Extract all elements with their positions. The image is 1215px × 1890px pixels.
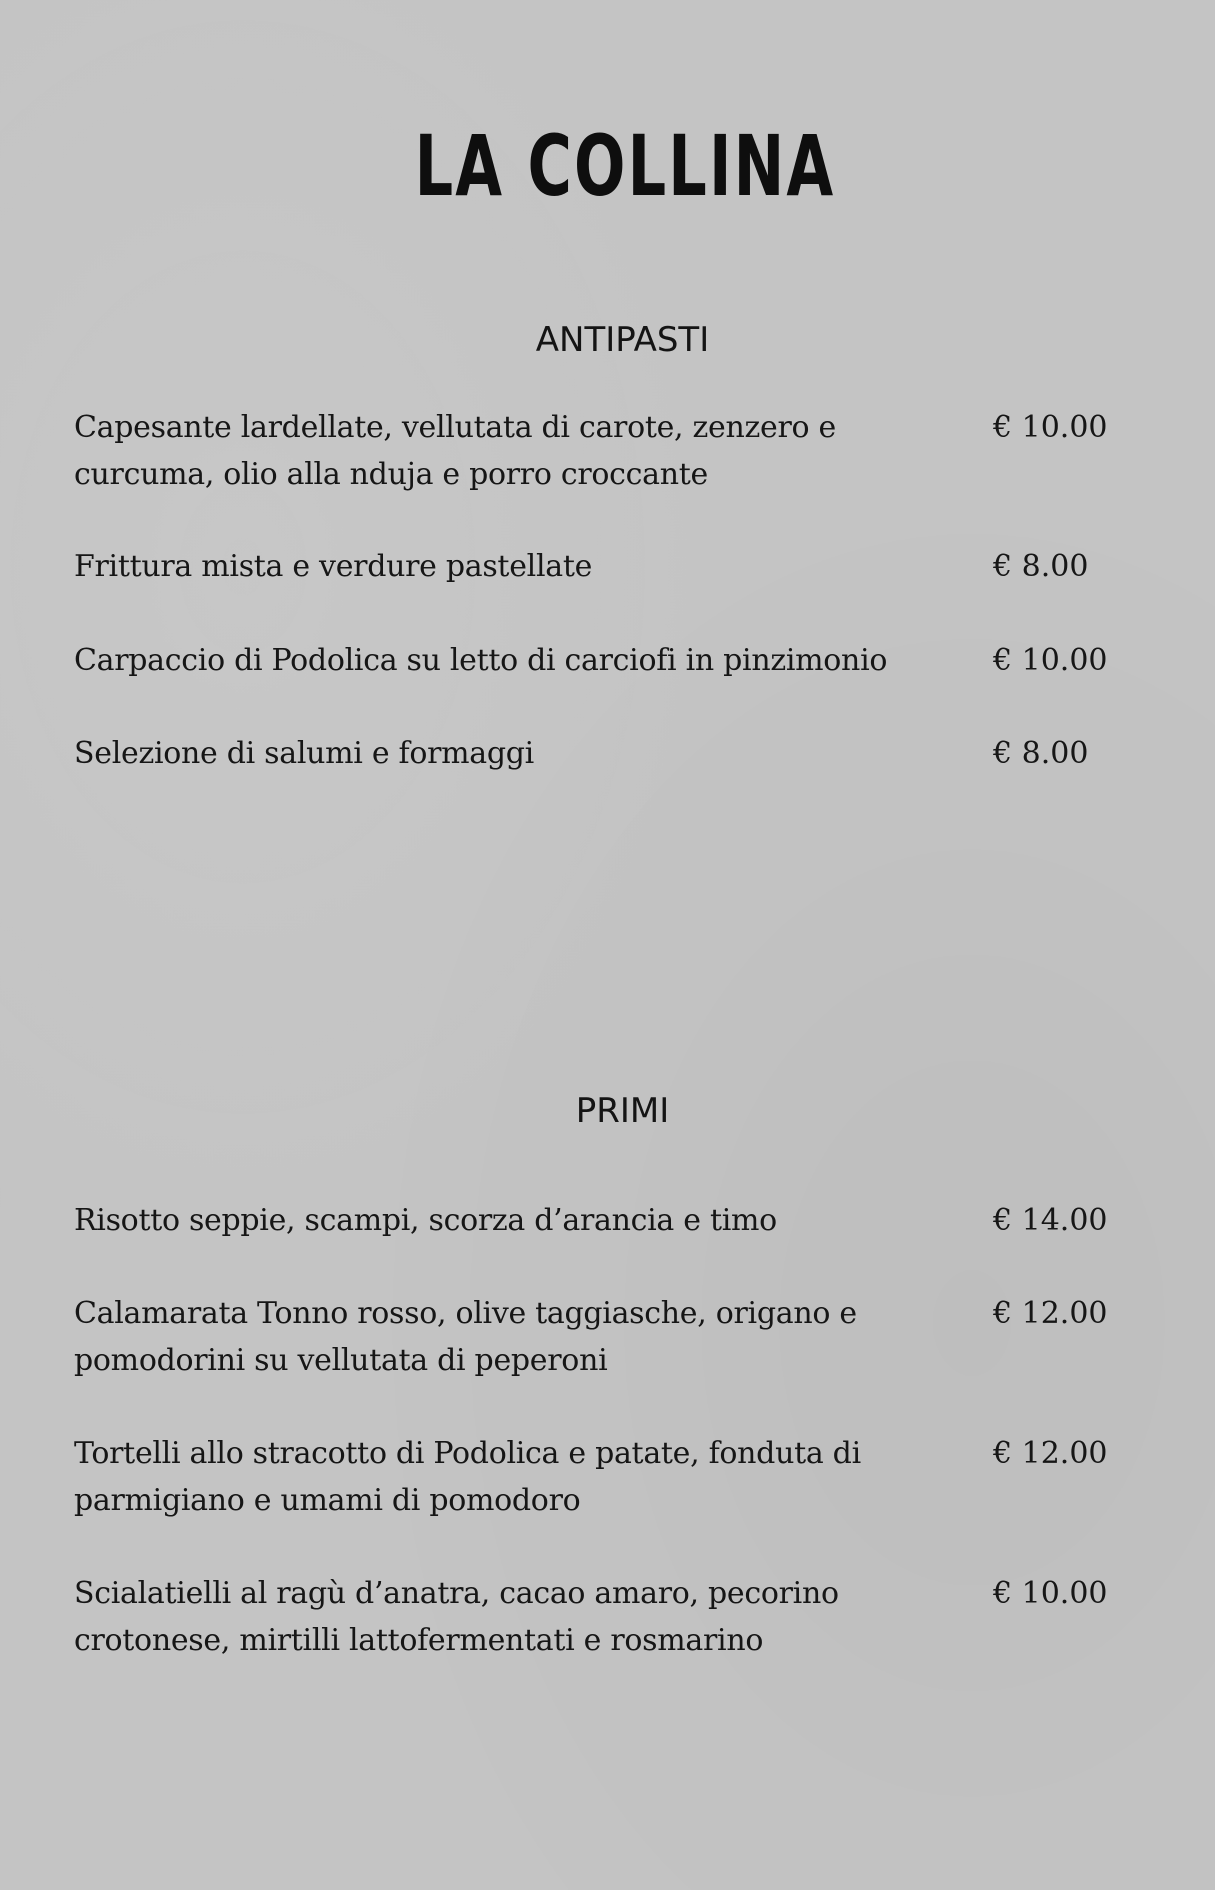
menu-item-price: € 10.00 <box>993 643 1108 678</box>
menu-item-price: € 8.00 <box>993 736 1089 771</box>
menu-item-name: Tortelli allo stracotto di Podolica e patate, fonduta di parmigiano e umami di pomodoro <box>74 1436 861 1518</box>
menu-item-name: Calamarata Tonno rosso, olive taggiasche, origano e pomodorini su vellutata di peperoni <box>74 1296 857 1378</box>
restaurant-logo: LA COLLINA <box>414 117 836 215</box>
menu-item-price: € 10.00 <box>993 410 1108 445</box>
section-title-primi: PRIMI <box>575 1091 670 1131</box>
menu-item-name: Scialatielli al ragù d’anatra, cacao amaro, pecorino crotonese, mirtilli lattofermentati e rosmarino <box>74 1576 839 1658</box>
menu-item-name: Frittura mista e verdure pastellate <box>74 549 593 584</box>
menu-item-name: Selezione di salumi e formaggi <box>74 736 534 771</box>
menu-item-price: € 12.00 <box>993 1436 1108 1471</box>
section-title-antipasti: ANTIPASTI <box>535 320 710 360</box>
menu-item-name: Carpaccio di Podolica su letto di carciofi in pinzimonio <box>74 643 888 678</box>
menu-item-name: Risotto seppie, scampi, scorza d’arancia e timo <box>74 1203 777 1238</box>
menu-item-price: € 12.00 <box>993 1296 1108 1331</box>
menu-item-name: Capesante lardellate, vellutata di carote, zenzero e curcuma, olio alla nduja e porro croccante <box>74 410 836 492</box>
menu-item-price: € 10.00 <box>993 1576 1108 1611</box>
menu-item-price: € 8.00 <box>993 549 1089 584</box>
menu-item-price: € 14.00 <box>993 1203 1108 1238</box>
